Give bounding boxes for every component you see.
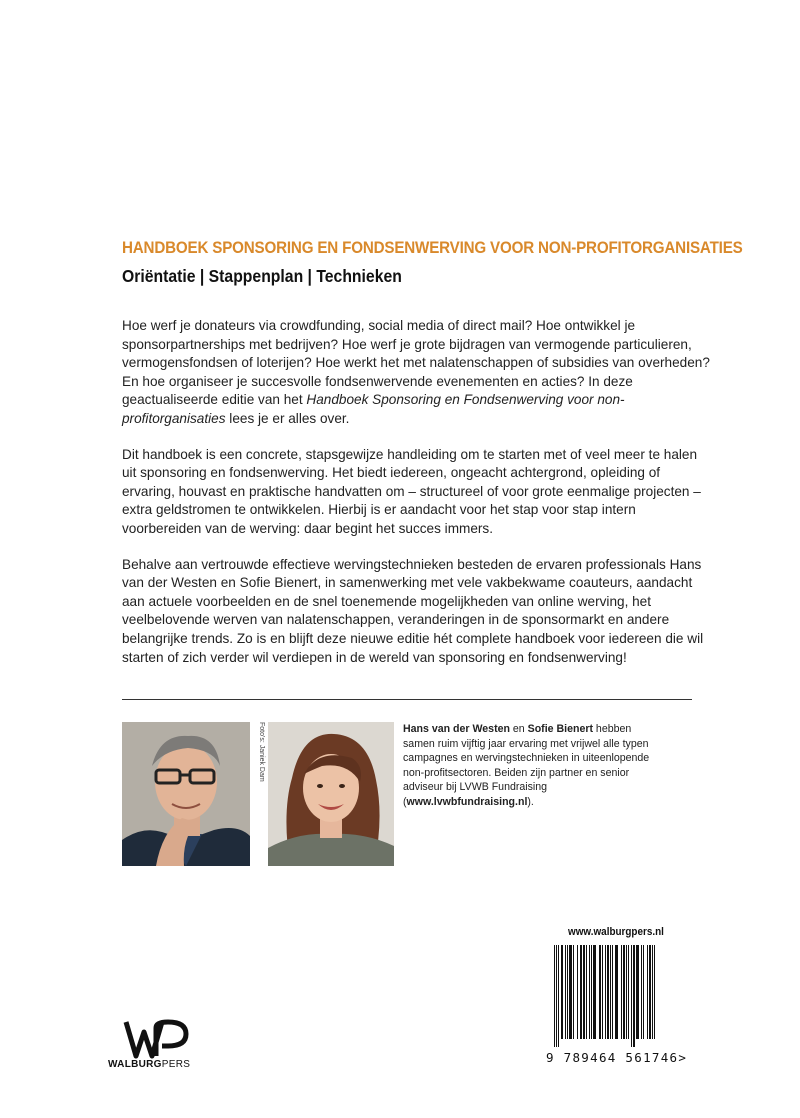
author-photo-sofie [268,722,394,866]
barcode-bar [565,945,566,1039]
barcode-bar [556,945,557,1047]
barcode-bar [573,945,574,1039]
barcode-bar [607,945,609,1039]
book-subtitle: Oriëntatie | Stappenplan | Technieken [122,266,402,286]
photo-credit: Foto's: Janiek Dam [258,722,265,782]
barcode-bar [612,945,613,1039]
barcode-bar [599,945,601,1039]
barcode-bar [636,945,639,1039]
barcode-bar [583,945,585,1039]
barcode-bar [654,945,655,1039]
book-series-title: HANDBOEK SPONSORING EN FONDSENWERVING VOOR NON-PROFITORGANISATIES [122,239,743,257]
barcode-bar [610,945,611,1039]
barcode-bar [605,945,606,1039]
walburg-pers-logo-text: WALBURGPERS [108,1059,191,1070]
barcode-bar [580,945,582,1039]
barcode-bar [589,945,590,1039]
barcode-bar [631,945,632,1047]
blurb-paragraph-2: Dit handboek is een concrete, stapsgewijze handleiding om te starten met of veel meer te halen uit sponsoring en fondsenwerving. Het biedt iedereen, ongeacht achtergrond, opleiding of ervaring, houvast en praktische handvatten om – structureel of voor grote eenmalige projecten – extra geldstromen te ontwikkelen. Hierbij is er aandacht voor het stap voor stap intern voorbereiden van de werving: daar begint het succes immers. [122,446,701,536]
lvwb-website-link[interactable]: www.lvwbfundraising.nl [406,795,528,808]
barcode-bar [591,945,592,1039]
barcode-bar [593,945,596,1039]
barcode-bar [554,945,555,1047]
barcode-bar [626,945,627,1039]
barcode-bar [641,945,642,1039]
barcode-bar [623,945,625,1039]
barcode-bar [647,945,648,1039]
author-name-1: Hans van der Westen [403,723,510,735]
barcode-bar [615,945,618,1039]
book-title-italic: Handboek Sponsoring en Fondsenwerving voor non-profitorganisaties [122,392,625,426]
barcode-bar [649,945,651,1039]
publisher-website[interactable]: www.walburgpers.nl [568,926,664,938]
walburg-pers-logo-icon [122,1018,194,1060]
barcode-bar [586,945,587,1039]
barcode-bar [558,945,559,1047]
blurb-paragraph-1: Hoe werf je donateurs via crowdfunding, social media of direct mail? Hoe ontwikkel je sponsorpartnerships met bedrijven? Hoe werf je grote bijdragen van vermogende particulieren, vermogensfondsen of loterijen? Hoe werkt het met nalatenschappen of subsidies van overheden? En hoe organiseer je succesvolle fondsenwervende evenementen en acties? In deze geactualiseerde editie van het Handboek Sponsoring en Fondsenwerving voor non-profitorganisaties lees je er alles over. [122,318,710,426]
barcode-bar [652,945,653,1039]
author-bio: Hans van der Westen en Sofie Bienert hebben samen ruim vijftig jaar ervaring met vrijwel alle typen campagnes en wervingstechnieken in uiteenlopende non-profitsectoren. Beiden zijn partner en senior adviseur bij LVWB Fundraising (www.lvwbfundraising.nl). [403,723,650,808]
barcode-bar [621,945,622,1039]
author-name-2: Sofie Bienert [527,723,593,735]
barcode-bar [577,945,578,1039]
author-photo-hans [122,722,250,866]
barcode-bar [628,945,629,1039]
blurb-paragraph-3: Behalve aan vertrouwde effectieve wervingstechnieken besteden de ervaren professionals Hans van der Westen en Sofie Bienert, in samenwerking met vele vakbekwame coauteurs, aandacht aan actuele voorbeelden en de snel toenemende mogelijkheden van online werving, het veelbelovende werven van nalatenschappen, veranderingen in de sponsormarkt en andere belangrijke trends. Zo is en blijft deze nieuwe editie hét complete handboek voor iedereen die wil starten of zich verder wil verdiepen in de wereld van sponsoring en fondsenwerving! [122,556,704,665]
barcode-bar [569,945,572,1039]
barcode-bar [561,945,563,1039]
barcode-bar [602,945,603,1039]
isbn-barcode [552,945,660,1047]
barcode-bar [567,945,568,1039]
isbn-number: 9 789464 561746> [546,1050,688,1065]
barcode-bar [643,945,644,1039]
divider [122,699,692,700]
blurb-text [122,317,712,684]
barcode-bar [633,945,635,1047]
